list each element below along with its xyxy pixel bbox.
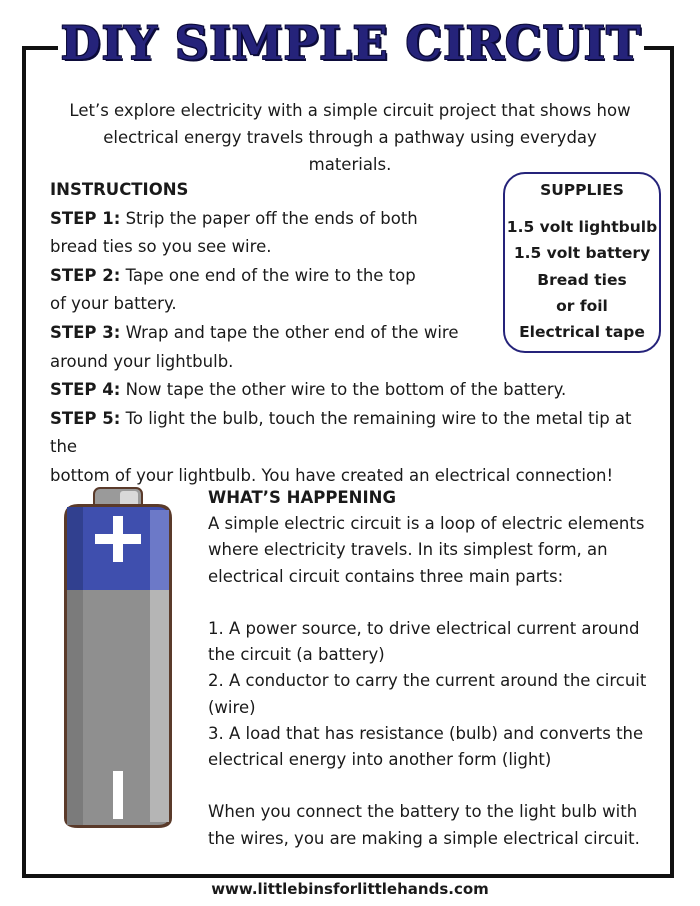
happening-conclusion: When you connect the battery to the light bulb with the wires, you are making a simple electrical circuit. [208, 802, 640, 848]
intro-text: Let’s explore electricity with a simple circuit project that shows how electrical energy travels through a pathway using everyday materials. [69, 101, 631, 174]
circuit-part: 1. A power source, to drive electrical current around the circuit (a battery) [208, 619, 640, 665]
supply-item: 1.5 volt lightbulb [506, 218, 658, 236]
spacer [208, 773, 648, 799]
battery-illustration [62, 486, 174, 831]
footer-url: www.littlebinsforlittlehands.com [211, 880, 489, 898]
plus-symbol-v [113, 516, 123, 562]
circuit-part: 2. A conductor to carry the current around the circuit (wire) [208, 671, 647, 717]
supplies-box [503, 172, 661, 353]
title-banner [58, 8, 644, 78]
instructions-heading: INSTRUCTIONS [50, 180, 189, 199]
circuit-part: 3. A load that has resistance (bulb) and converts the electrical energy into another form (light) [208, 723, 644, 770]
step-4: STEP 4: Now tape the other wire to the bottom of the battery. [50, 380, 567, 400]
step-1: STEP 1: Strip the paper off the ends of both [50, 208, 418, 228]
step-3: STEP 3: Wrap and tape the other end of the wire [50, 322, 459, 342]
supply-item: Electrical tape [519, 323, 645, 342]
page-title: DIY SIMPLE CIRCUIT [60, 16, 642, 70]
spacer [208, 590, 648, 616]
happening-intro: A simple electric circuit is a loop of electric elements where electricity travels. In its simplest form, an electrical circuit contains three main parts: [208, 514, 645, 586]
minus-symbol [113, 771, 123, 819]
battery-top-shade [67, 507, 83, 590]
supply-item: Bread ties [537, 270, 627, 289]
step-2-cont: of your battery. [50, 294, 177, 314]
battery-body-shade [67, 590, 83, 825]
step-1-cont: bread ties so you see wire. [50, 237, 272, 257]
battery-body-shine [150, 590, 169, 822]
supply-item: or foil [556, 296, 608, 315]
step-5-cont: bottom of your lightbulb. You have created an electrical connection! [50, 465, 614, 485]
battery-top-shine [150, 510, 169, 590]
step-2: STEP 2: Tape one end of the wire to the top [50, 265, 416, 285]
supplies-heading: SUPPLIES [540, 181, 624, 199]
supply-item: 1.5 volt battery [513, 244, 651, 263]
step-3-cont: around your lightbulb. [50, 351, 234, 371]
whats-happening-section [208, 485, 648, 852]
whats-happening-heading: WHAT’S HAPPENING [208, 488, 396, 507]
step-5: STEP 5: To light the bulb, touch the remaining wire to the metal tip at the [50, 408, 632, 457]
